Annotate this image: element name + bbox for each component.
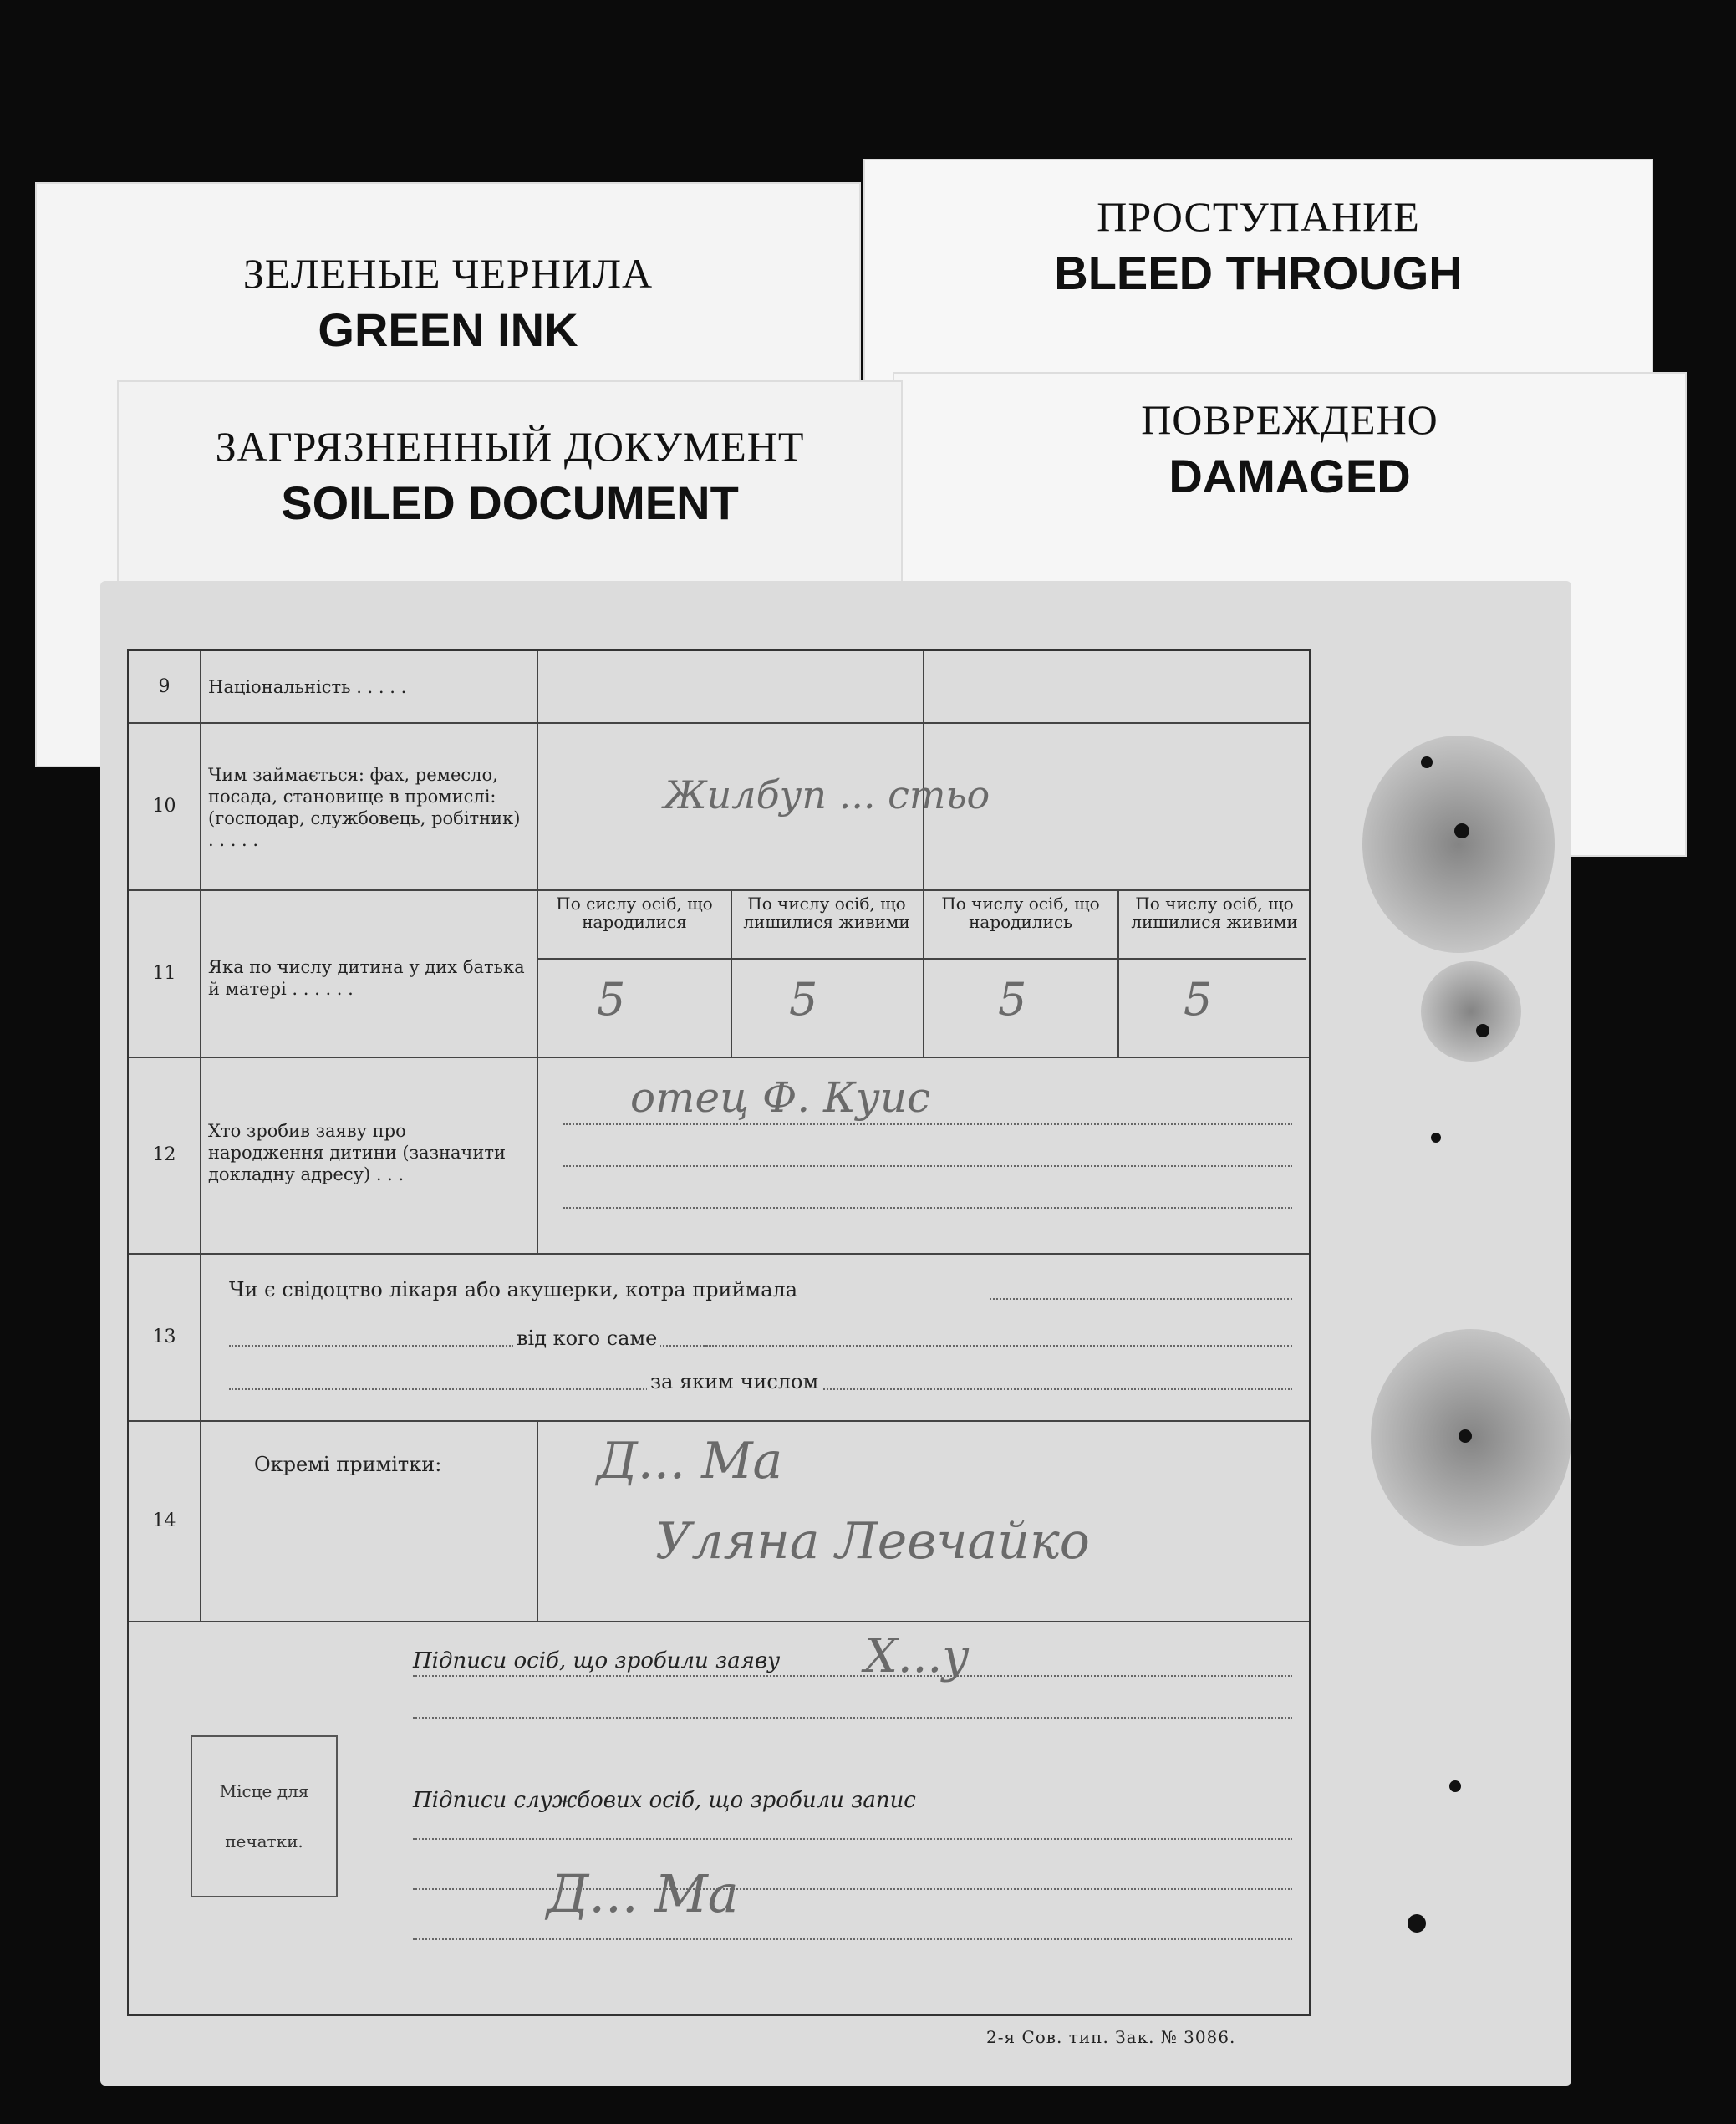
column-divider — [537, 1420, 538, 1621]
fill-line — [563, 1165, 1292, 1167]
value-alive-1: 5 — [789, 973, 818, 1026]
seal-placeholder — [191, 1735, 338, 1897]
fill-line — [563, 1207, 1292, 1209]
row-14-label: Окремі примітки: — [254, 1453, 442, 1476]
fill-line — [705, 1345, 1292, 1347]
fill-line — [563, 1123, 1292, 1125]
fill-line — [413, 1717, 1292, 1719]
row-12 — [129, 1057, 1309, 1255]
row-number: 10 — [129, 722, 201, 889]
column-divider — [537, 651, 538, 722]
row-14-handwriting-2: Уляна Левчайко — [655, 1512, 1090, 1571]
punch-hole — [1454, 823, 1469, 838]
green-ink-ru: ЗЕЛЕНЫЕ ЧЕРНИЛА — [242, 250, 654, 297]
column-divider — [537, 1057, 538, 1253]
punch-hole — [1449, 1780, 1461, 1792]
row-number: 12 — [129, 1057, 201, 1253]
bleed-through-ru: ПРОСТУПАНИЕ — [1097, 193, 1420, 240]
column-divider — [923, 651, 924, 722]
applicants-signature-label: Підписи осіб, що зробили заяву — [413, 1648, 781, 1673]
value-born-1: 5 — [597, 973, 626, 1026]
officials-signature: Д... Ма — [547, 1863, 739, 1924]
stain — [1421, 961, 1521, 1062]
row-number: 11 — [129, 889, 201, 1057]
col-born-2: По числу осіб, що народились — [941, 894, 1100, 932]
row-10-label: Чим займається: фах, ремесло, посада, становище в промислі: (господар, службовець, робітник) . . . . . — [208, 765, 521, 850]
seal-line-1: Місце для — [219, 1781, 309, 1801]
row-10-handwriting: Жилбуп ... стьо — [664, 772, 990, 818]
punch-hole — [1459, 1429, 1472, 1443]
punch-hole — [1421, 756, 1433, 768]
fill-line — [413, 1888, 1292, 1890]
row-13-line3: за яким числом — [647, 1370, 822, 1393]
row-number: 9 — [129, 651, 201, 722]
punch-hole — [1408, 1914, 1426, 1933]
column-divider — [537, 889, 538, 1057]
col-alive-2: По числу осіб, що лишилися живими — [1131, 894, 1298, 932]
row-12-handwriting: отец Ф. Куис — [630, 1073, 931, 1122]
row-9-label: Національність . . . . . — [208, 677, 407, 697]
print-note: 2-я Сов. тип. Зак. № 3086. — [986, 2027, 1236, 2047]
column-divider — [537, 722, 538, 889]
green-ink-en: GREEN INK — [318, 303, 578, 356]
seal-line-2: печатки. — [225, 1831, 303, 1851]
col-alive-1: По числу осіб, що лишилися живими — [743, 894, 910, 932]
punch-hole — [1476, 1024, 1489, 1037]
bleed-through-en: BLEED THROUGH — [1054, 247, 1463, 299]
fill-line — [413, 1938, 1292, 1940]
fill-line — [413, 1838, 1292, 1840]
value-alive-2: 5 — [1184, 973, 1213, 1026]
applicants-signature: Х...у — [864, 1629, 970, 1683]
row-13 — [129, 1253, 1309, 1422]
subheader-rule — [538, 958, 1306, 960]
row-13-line2: від кого саме — [513, 1327, 660, 1350]
stain — [1362, 736, 1555, 953]
value-born-2: 5 — [998, 973, 1027, 1026]
row-number: 14 — [129, 1420, 201, 1621]
row-10 — [129, 722, 1309, 891]
damaged-en: DAMAGED — [1168, 450, 1411, 502]
punch-hole — [1431, 1133, 1441, 1143]
row-11-label: Яка по числу дитина у дих батька й матері . . . . . . — [208, 957, 525, 999]
row-14-handwriting-1: Д... Ма — [597, 1432, 783, 1490]
row-12-label: Хто зробив заяву про народження дитини (зазначити докладну адресу) . . . — [208, 1121, 507, 1184]
row-13-line1: Чи є свідоцтво лікаря або акушерки, котра приймала — [229, 1278, 798, 1301]
fill-line — [413, 1675, 1292, 1677]
soiled-en: SOILED DOCUMENT — [281, 476, 739, 529]
row-9 — [129, 651, 1309, 724]
fill-line — [990, 1298, 1292, 1300]
row-number: 13 — [129, 1253, 201, 1420]
col-born-1: По сислу осіб, що народилися — [556, 894, 713, 932]
officials-signature-label: Підписи службових осіб, що зробили запис — [413, 1788, 916, 1813]
row-14 — [129, 1420, 1309, 1622]
soiled-ru: ЗАГРЯЗНЕННЫЙ ДОКУМЕНТ — [215, 423, 805, 470]
row-11 — [129, 889, 1309, 1058]
damaged-ru: ПОВРЕЖДЕНО — [1141, 396, 1438, 443]
